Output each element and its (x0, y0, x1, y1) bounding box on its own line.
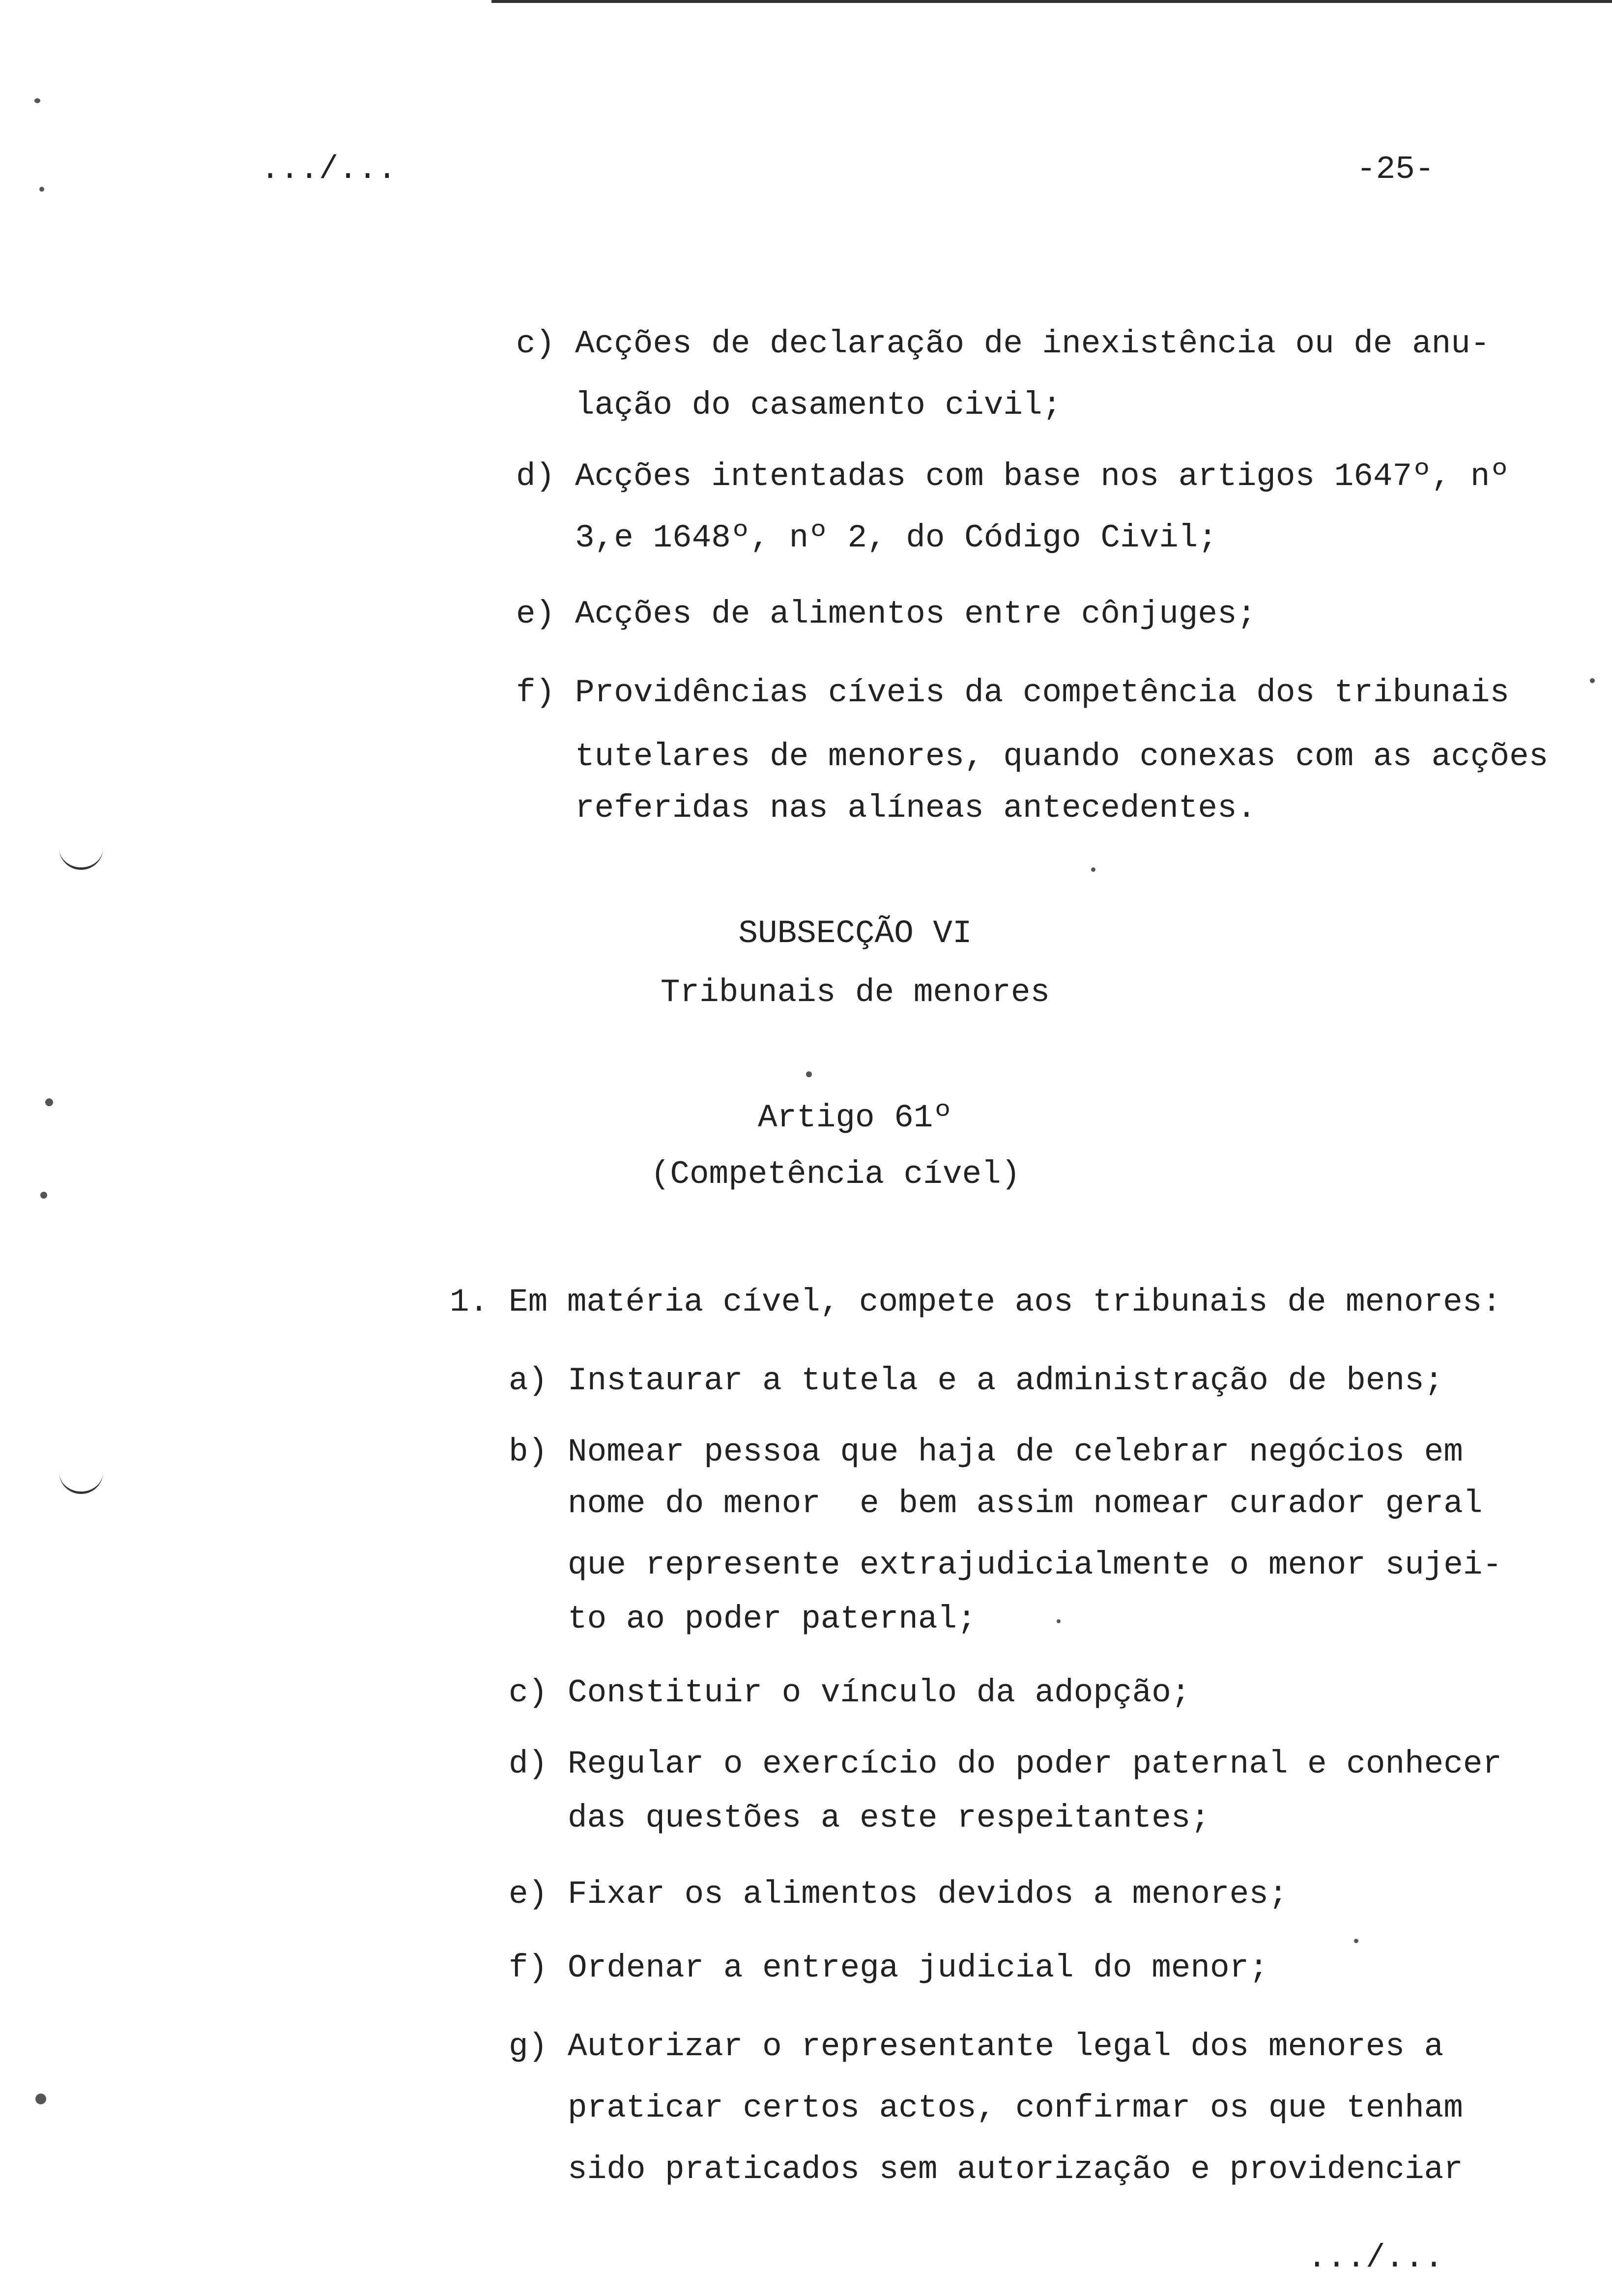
list-item-line: Nomear pessoa que haja de celebrar negócios em (568, 1434, 1463, 1470)
continuation-bottom: .../... (1307, 2239, 1444, 2276)
page-number: -25- (1356, 151, 1435, 188)
list-item-line: sido praticados sem autorização e providenciar (568, 2151, 1463, 2188)
list-marker: d) (509, 1746, 548, 1782)
list-marker: d) (516, 458, 555, 495)
subsection-subtitle: Tribunais de menores (660, 974, 1050, 1011)
list-marker: f) (516, 674, 555, 711)
paragraph-text: Em matéria cível, compete aos tribunais de menores: (509, 1284, 1501, 1320)
list-marker: g) (509, 2028, 548, 2065)
list-item-line: praticar certos actos, confirmar os que tenham (568, 2090, 1463, 2126)
list-marker: b) (509, 1434, 548, 1470)
list-item-line: Providências cíveis da competência dos tribunais (575, 674, 1510, 711)
list-item-line: Instaurar a tutela e a administração de bens; (568, 1362, 1444, 1399)
article-subtitle: (Competência cível) (650, 1156, 1021, 1193)
list-item-line: nome do menor e bem assim nomear curador geral (568, 1485, 1483, 1522)
scan-speck (1057, 1619, 1061, 1623)
scan-speck (35, 2094, 46, 2104)
list-item-line: Acções intentadas com base nos artigos 1647º, nº (575, 458, 1510, 495)
article-title: Artigo 61º (757, 1099, 953, 1136)
list-marker: e) (516, 596, 555, 632)
scan-speck (1091, 867, 1095, 872)
continuation-top: .../... (260, 151, 397, 188)
list-item-line: que represente extrajudicialmente o menor sujei- (568, 1547, 1502, 1583)
list-item-line: Ordenar a entrega judicial do menor; (568, 1950, 1268, 1986)
list-item-line: referidas nas alíneas antecedentes. (575, 790, 1257, 827)
scan-speck (45, 1098, 53, 1106)
scan-speck (40, 1192, 47, 1199)
list-item-line: to ao poder paternal; (568, 1601, 977, 1637)
list-marker: f) (509, 1950, 548, 1986)
list-marker: c) (509, 1674, 548, 1711)
list-item-line: lação do casamento civil; (575, 387, 1062, 424)
scan-speck (806, 1071, 812, 1077)
scan-speck (39, 187, 44, 192)
top-rule (491, 0, 1612, 3)
scan-speck (1590, 678, 1595, 683)
list-item-line: 3,e 1648º, nº 2, do Código Civil; (575, 519, 1218, 556)
list-item-line: das questões a este respeitantes; (568, 1800, 1210, 1837)
list-item-line: Acções de declaração de inexistência ou de anu- (575, 325, 1490, 362)
list-item-line: Regular o exercício do poder paternal e conhecer (568, 1746, 1502, 1782)
scan-mark-arc (59, 1469, 103, 1494)
list-item-line: Fixar os alimentos devidos a menores; (568, 1876, 1288, 1913)
subsection-title: SUBSECÇÃO VI (738, 915, 972, 952)
list-marker: e) (509, 1876, 548, 1913)
list-item-line: tutelares de menores, quando conexas com as acções (575, 738, 1549, 775)
scan-speck (34, 98, 40, 103)
scan-speck (1354, 1939, 1358, 1943)
list-marker: c) (516, 325, 555, 362)
list-item-line: Autorizar o representante legal dos menores a (568, 2028, 1444, 2065)
list-item-line: Constituir o vínculo da adopção; (568, 1674, 1191, 1711)
list-marker: a) (509, 1362, 548, 1399)
scan-mark-arc (59, 845, 103, 870)
list-item-line: Acções de alimentos entre cônjuges; (575, 596, 1257, 632)
paragraph-number: 1. (450, 1284, 489, 1320)
